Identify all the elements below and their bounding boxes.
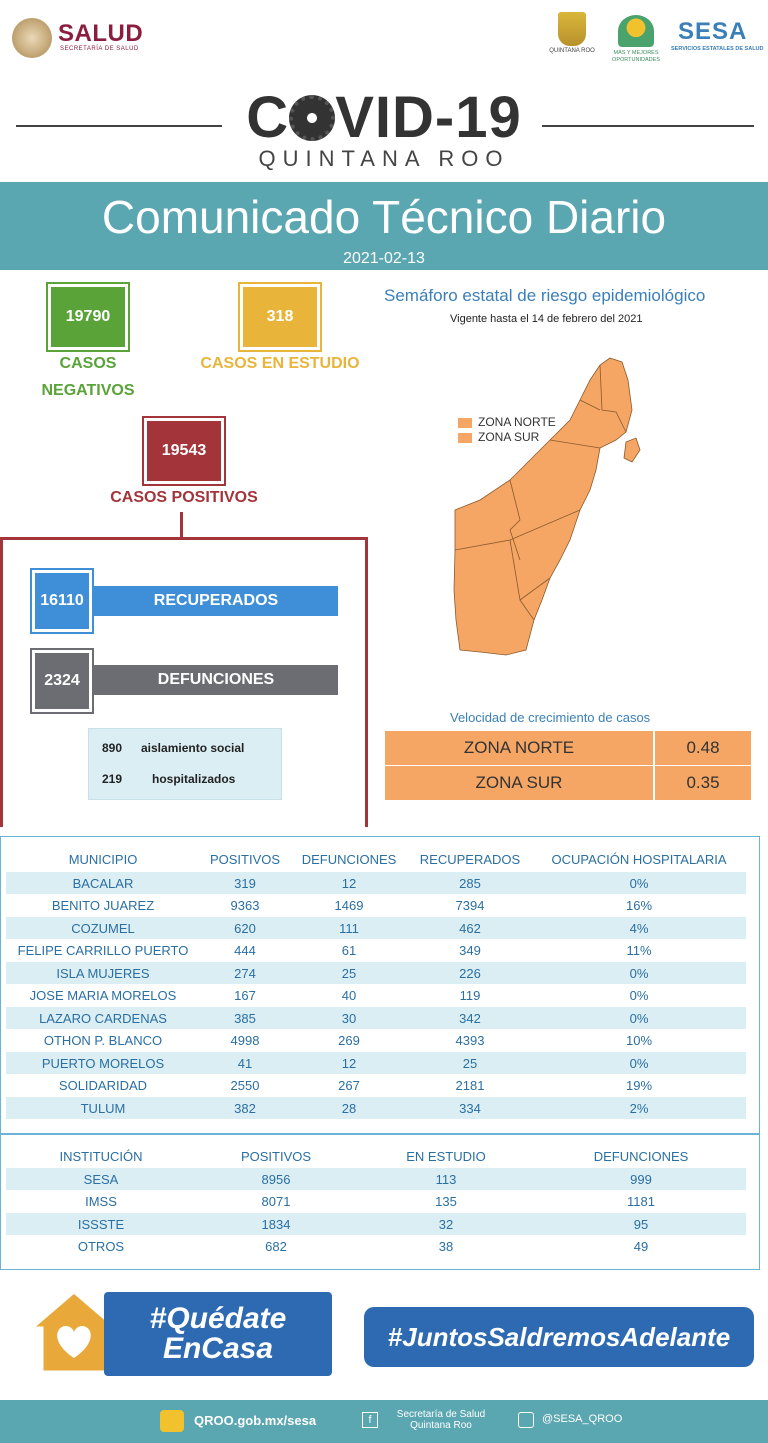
table-cell: TULUM [80,1100,126,1116]
sesa-logo-title: SESA [678,18,748,45]
page-title: Comunicado Técnico Diario [101,191,667,243]
table-cell: SESA [83,1171,119,1187]
quedate-line1: #Quédate [149,1302,287,1335]
quintana-roo-shield-icon [558,12,586,46]
velocidad-valor: 0.35 [686,773,720,792]
table-cell: 119 [459,988,481,1003]
table-cell: 1181 [627,1194,655,1209]
table-cell: 28 [341,1100,357,1116]
velocidad-row-sur [385,766,751,800]
table-cell: 113 [435,1171,457,1187]
mas-oportunidades-logo-text: MÁS Y MEJORES OPORTUNIDADES [612,50,660,63]
table-cell: 349 [459,943,481,958]
covid-title-c: C [246,85,290,150]
table-row [6,917,746,939]
table-cell: 267 [338,1078,360,1093]
table-cell: 40 [341,988,357,1003]
table-row [6,1097,746,1119]
table-row [6,1191,746,1213]
table-row [6,1075,746,1097]
quintana-roo-map [450,350,650,660]
table-cell: BENITO JUAREZ [51,898,155,913]
table-cell: PUERTO MORELOS [41,1055,165,1071]
footer-bar [0,1400,768,1443]
table-row [6,872,746,894]
table-cell: SOLIDARIDAD [58,1078,148,1093]
municipios-header-cell: RECUPERADOS [419,852,521,867]
legend-sur-label: ZONA SUR [478,430,540,444]
velocidad-zona: ZONA NORTE [385,731,655,765]
table-cell: 95 [633,1216,649,1232]
table-cell: LAZARO CARDENAS [39,1010,167,1026]
table-cell: 1834 [261,1216,291,1232]
table-cell: 285 [459,875,481,891]
table-cell: 0% [629,965,649,981]
twitter-icon [518,1412,534,1428]
table-cell: 342 [459,1010,481,1026]
table-cell: 462 [459,920,481,936]
quintana-roo-logo-text: QUINTANA ROO [549,48,595,54]
facebook-icon: f [362,1412,378,1428]
instituciones-header-row [6,1149,746,1164]
municipios-header-cell: POSITIVOS [209,852,281,867]
instituciones-header-cell: EN ESTUDIO [406,1149,486,1164]
table-cell: 135 [435,1194,457,1209]
negativos-label-line1: CASOS [59,355,117,372]
velocidad-row-norte [385,731,751,765]
table-cell: FELIPE CARRILLO PUERTO [17,943,189,958]
table-cell: 167 [234,988,256,1003]
instituciones-header-cell: POSITIVOS [240,1149,312,1164]
qroo-web-icon [160,1410,184,1432]
estudio-label: CASOS EN ESTUDIO [200,355,360,372]
legend-norte-label: ZONA NORTE [478,415,556,429]
table-cell: 30 [341,1010,357,1026]
velocidad-title: Velocidad de crecimiento de casos [450,710,651,725]
table-row [6,1007,746,1029]
hospitalizados-label: hospitalizados [152,772,236,786]
juntos-saldremos-banner: #JuntosSaldremosAdelante [364,1307,754,1367]
table-cell: 0% [629,1010,649,1026]
negativos-value: 19790 [48,284,128,350]
mas-oportunidades-logo-icon [618,15,654,47]
table-cell: 0% [629,988,649,1003]
region-subtitle: QUINTANA ROO [258,146,510,171]
table-cell: 8956 [261,1171,291,1187]
negativos-label [28,350,148,404]
instituciones-header-cell: DEFUNCIONES [593,1149,689,1164]
sesa-logo-subtitle: SERVICIOS ESTATALES DE SALUD [671,46,764,52]
table-row [6,1030,746,1052]
table-cell: 620 [234,920,256,936]
positivos-label: CASOS POSITIVOS [110,489,258,506]
municipios-header-row [6,852,746,867]
table-cell: JOSE MARIA MORELOS [29,988,177,1003]
municipios-header-cell: MUNICIPIO [68,852,138,867]
aislamiento-value: 890 [102,741,123,755]
footer-facebook-link[interactable]: Secretaría de Salud Quintana Roo [396,1409,486,1431]
table-row [6,1236,746,1258]
defunciones-label: DEFUNCIONES [94,665,338,695]
table-cell: ISLA MUJERES [56,965,150,981]
table-cell: 41 [237,1055,253,1071]
table-cell: 4393 [455,1033,485,1048]
table-row [6,962,746,984]
table-cell: 2181 [455,1078,485,1093]
table-cell: 49 [633,1239,649,1254]
table-cell: 269 [338,1033,360,1048]
table-cell: 12 [341,875,357,891]
sub-stats-panel [88,728,282,800]
report-date: 2021-02-13 [343,250,425,267]
mexico-emblem-icon [12,18,52,58]
table-cell: 319 [234,875,256,891]
table-cell: 16% [625,898,653,913]
table-cell: 7394 [455,898,485,913]
table-cell: 32 [438,1216,454,1232]
recuperados-value: 16110 [32,570,92,632]
bracket-left [0,537,3,827]
bracket-stem [180,512,183,538]
table-cell: 0% [629,1055,649,1071]
covid-title-rest: VID-19 [335,85,522,150]
table-row [6,1213,746,1235]
table-cell: 12 [341,1055,357,1071]
table-cell: 25 [462,1055,478,1071]
salud-logo-subtitle: SECRETARÍA DE SALUD [60,46,139,52]
table-cell: 9363 [230,898,260,913]
table-cell: 25 [341,965,357,981]
table-row [6,940,746,962]
semaforo-subtitle: Vigente hasta el 14 de febrero del 2021 [450,313,643,325]
table-cell: 19% [625,1078,653,1093]
table-row [6,1052,746,1074]
table-cell: 4% [629,920,649,936]
covid-title [0,84,768,151]
table-cell: 274 [234,965,256,981]
table-cell: 10% [625,1033,653,1048]
table-cell: 444 [234,943,256,958]
table-cell: 999 [630,1171,652,1187]
table-cell: 0% [629,875,649,891]
velocidad-valor: 0.48 [686,738,720,757]
estudio-value: 318 [240,284,320,350]
semaforo-title: Semáforo estatal de riesgo epidemiológico [384,286,706,305]
table-cell: OTROS [77,1239,125,1254]
salud-logo-title: SALUD [58,20,144,47]
table-cell: 334 [459,1100,481,1116]
table-cell: 38 [438,1239,454,1254]
negativos-label-line2: NEGATIVOS [41,382,135,399]
table-cell: 2550 [230,1078,260,1093]
velocidad-zona: ZONA SUR [385,766,655,800]
table-cell: 682 [265,1239,287,1254]
positivos-value: 19543 [144,418,224,484]
table-cell: 61 [341,943,357,958]
table-cell: IMSS [85,1194,117,1209]
footer-twitter-link[interactable]: @SESA_QROO [542,1413,623,1425]
table-cell: 382 [234,1100,256,1116]
table-cell: COZUMEL [71,920,135,936]
defunciones-value: 2324 [32,650,92,712]
bracket-right [365,537,368,827]
virus-icon [289,95,335,141]
table-cell: 1469 [334,898,364,913]
table-cell: OTHON P. BLANCO [43,1033,163,1048]
table-cell: 4998 [230,1033,260,1048]
municipios-header-cell: OCUPACIÓN HOSPITALARIA [551,852,727,867]
table-cell: BACALAR [72,875,134,891]
recuperados-label: RECUPERADOS [94,586,338,616]
table-cell: 2% [629,1100,649,1116]
table-cell: 385 [234,1010,256,1026]
table-row [6,1168,746,1190]
table-cell: 226 [459,965,481,981]
table-cell: ISSSTE [77,1216,125,1232]
table-row [6,985,746,1007]
aislamiento-label: aislamiento social [141,741,245,755]
map-cozumel-icon [624,438,640,462]
municipios-header-cell: DEFUNCIONES [301,852,397,867]
table-cell: 11% [626,943,652,958]
table-row [6,895,746,917]
instituciones-header-cell: INSTITUCIÓN [59,1149,143,1164]
table-cell: 111 [339,920,359,936]
hospitalizados-value: 219 [102,772,123,786]
footer-web-link[interactable]: QROO.gob.mx/sesa [194,1413,317,1428]
quedate-line2: EnCasa [162,1332,274,1365]
table-cell: 8071 [261,1194,291,1209]
bracket-top [0,537,368,540]
map-mainland-icon [454,358,632,655]
quedate-en-casa-banner [104,1292,332,1376]
